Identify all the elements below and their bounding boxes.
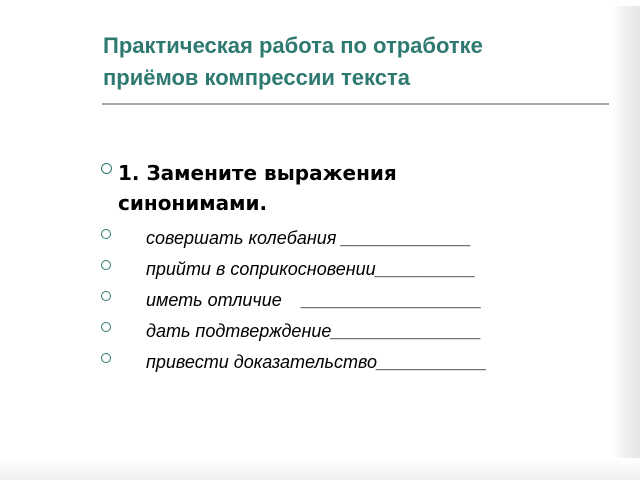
- exercise-item: прийти в соприкосновении__________: [146, 259, 476, 279]
- exercise-item: иметь отличие __________________: [146, 290, 482, 310]
- exercise-item: дать подтверждение_______________: [146, 321, 482, 341]
- exercise-item: привести доказательство___________: [146, 352, 488, 372]
- task-heading-line: 1. Замените выражения: [118, 161, 397, 185]
- list-bullet-icon: [101, 229, 111, 239]
- list-bullet-icon: [101, 260, 111, 270]
- list-bullet-icon: [101, 291, 111, 301]
- task-heading-line: синонимами.: [118, 191, 268, 215]
- list-bullet-icon: [101, 353, 111, 363]
- exercise-item: совершать колебания _____________: [146, 228, 472, 248]
- list-bullet-icon: [101, 322, 111, 332]
- slide-title-line: приёмов компрессии текста: [103, 65, 410, 90]
- slide-title-line: Практическая работа по отработке: [103, 33, 483, 58]
